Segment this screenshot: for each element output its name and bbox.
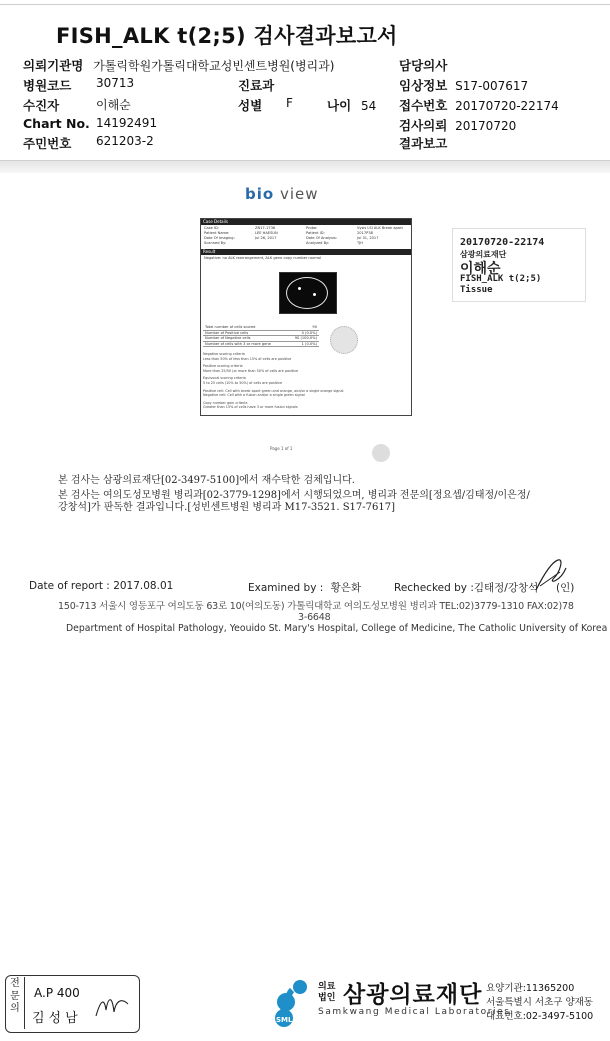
case-cell: Jul 31, 2017	[357, 236, 379, 240]
cell-outline	[286, 277, 328, 309]
doctor-label: 담당의사	[399, 58, 448, 73]
case-cell: ZN17-1736	[255, 226, 276, 230]
note-line: Greater than 15% of cells have 3 or more fusion signals	[203, 405, 298, 410]
case-cell: Patient Name:	[204, 231, 230, 235]
recipient-value: 이해순	[96, 98, 131, 112]
note-line: Negative scoring criteria	[203, 352, 245, 356]
count-row: Total number of cells scored 90	[205, 325, 317, 329]
label-test: FISH_ALK t(2;5)	[460, 274, 542, 284]
institution-value: 가톨릭학원가톨릭대학교성빈센트병원(병리과)	[93, 59, 335, 73]
note-line-1: 본 검사는 삼광의료재단[02-3497-5100]에서 재수탁한 검체입니다.	[58, 475, 355, 486]
result-label: 결과보고	[399, 136, 448, 151]
case-cell	[255, 241, 306, 246]
request-label: 검사의뢰	[399, 118, 448, 133]
request-value: 20170720	[455, 119, 517, 133]
note-line: Positive cell: Cell with break apart green and orange, and/or a single orange signal	[203, 388, 344, 393]
bioview-logo	[245, 185, 319, 203]
case-cell: 2017P38	[357, 231, 373, 235]
date-label: Date of report :	[29, 580, 110, 592]
section-separator	[0, 160, 610, 173]
logo-suffix: view	[279, 185, 319, 203]
result-header: Result	[201, 249, 411, 255]
stamp-circle	[330, 326, 358, 354]
chart-label: Chart No.	[23, 116, 90, 131]
note-line: More than 25/50 (or more than 50% of cells are positive	[203, 368, 299, 373]
case-cell: Scanned By:	[204, 241, 227, 245]
resident-value: 621203-2	[96, 134, 154, 148]
note-line: Copy number gain criteria	[203, 400, 248, 405]
case-details-grid	[201, 225, 411, 247]
footer-stamp	[372, 444, 390, 462]
examined-by	[248, 580, 361, 595]
note-line: Less than 50% of less than 15% of cells are positive	[203, 356, 292, 361]
case-details-header: Case Details	[201, 219, 411, 225]
case-cell: Analyzed By:	[306, 241, 330, 245]
note-line: Positive scoring criteria	[203, 364, 243, 369]
org-english: Samkwang Medical Laboratories	[318, 1007, 511, 1017]
case-cell: Patient ID:	[306, 231, 325, 235]
specialist-vertical-label: 전 문 의	[10, 978, 20, 1014]
label-specimen: Tissue	[460, 285, 493, 295]
pathologist-signature	[92, 990, 132, 1024]
examined-value: 황은화	[330, 582, 362, 594]
pathologist-name: 김성남	[32, 1011, 82, 1026]
age-label: 나이	[327, 98, 352, 113]
label-receipt: 20170720-22174	[460, 237, 545, 248]
org-address: 서울특별시 서초구 양재동	[486, 997, 593, 1008]
hospital-address	[58, 598, 574, 623]
clinical-label: 임상정보	[399, 78, 448, 93]
count-row: Number of cells with 3 or more gene 1 (0.0%)	[205, 341, 317, 346]
label-patient: 이해순	[460, 261, 501, 277]
signal-dot	[298, 287, 301, 290]
count-row: Number of Negative cells 90 (100.0%)	[205, 336, 317, 341]
hospital-code-value: 30713	[96, 76, 135, 90]
sml-logo-text: SML	[276, 1016, 293, 1024]
clinical-value: S17-007617	[455, 79, 529, 93]
top-border	[0, 0, 610, 5]
ap-number: A.P 400	[34, 986, 80, 1000]
case-cell: Probe:	[306, 226, 318, 230]
hospital-code-label: 병원코드	[23, 78, 72, 93]
signature-image	[530, 556, 570, 596]
rechecked-by	[394, 580, 538, 595]
label-org: 삼광의료재단	[460, 250, 507, 259]
department-line: Department of Hospital Pathology, Yeouido St. Mary's Hospital, College of Medicine, The Catholic University of Korea	[66, 623, 608, 634]
case-cell: Jul 26, 2017	[255, 236, 277, 240]
criteria-notes	[203, 352, 403, 410]
examined-label: Examined by :	[248, 582, 324, 594]
org-prefix: 의료 법인	[318, 982, 336, 1003]
note-line-2: 본 검사는 여의도성모병원 병리과[02-3779-1298]에서 시행되었으며, 병리과 전문의[정요셉/김태정/이은정/	[58, 490, 530, 501]
org-name: 삼광의료재단	[343, 982, 483, 1008]
note-line-3: 강창석]가 판독한 결과입니다.[성빈센트병원 병리과 M17-3521. S17-7617]	[58, 502, 396, 513]
count-row: Number of Positive cells 0 (0.0%)	[205, 330, 317, 335]
stamp-divider	[24, 977, 25, 1029]
address-line-1: 150-713 서울시 영등포구 여의도동 63로 10(여의도동) 가톨릭대학교 여의도성모병원 병리과 TEL:02)3779-1310 FAX:02)78	[58, 601, 574, 612]
sex-label: 성별	[238, 98, 263, 113]
report-date	[29, 580, 173, 592]
note-line: Equivocal scoring criteria	[203, 376, 246, 381]
department-label: 진료과	[238, 78, 275, 93]
rechecked-value: 김태정/강창석	[473, 582, 539, 594]
case-cell: Date Of Imaging:	[204, 236, 235, 240]
signal-dot	[313, 293, 316, 296]
case-cell: Case ID:	[204, 226, 219, 230]
scan-page-footer: Page 1 of 1	[270, 446, 293, 451]
resident-label: 주민번호	[23, 136, 72, 151]
chart-value: 14192491	[96, 116, 158, 130]
sex-value: F	[286, 96, 293, 110]
sml-logo-icon	[270, 978, 314, 1028]
care-code: 요양기관:11365200	[486, 983, 575, 994]
logo-prefix: bio	[245, 185, 275, 203]
cell-count-table	[203, 325, 319, 347]
result-text: Negative: no ALK rearrangement, ALK gene copy number normal	[204, 256, 321, 260]
age-value: 54	[360, 99, 377, 113]
case-cell: TJH	[357, 241, 363, 245]
report-title: FISH_ALK t(2;5) 검사결과보고서	[56, 24, 398, 48]
note-line: 5 to 25 cells (10% to 50%) of cells are positive	[203, 380, 283, 385]
date-value: 2017.08.01	[113, 580, 174, 592]
address-line-2: 3-6648	[298, 612, 331, 623]
case-cell: Vysis LSI ALK Break apart	[357, 226, 403, 230]
case-cell: LEE HAESUN	[255, 231, 278, 235]
seal-mark: (인)	[556, 582, 575, 594]
receipt-value: 20170720-22174	[455, 99, 559, 113]
note-line: Negative cell: Cell with a fusion and/or a single green signal	[203, 393, 305, 398]
case-cell: Date Of Analysis:	[306, 236, 337, 240]
recipient-label: 수진자	[23, 98, 60, 113]
org-phone: 대표번호:02-3497-5100	[486, 1011, 594, 1022]
rechecked-label: Rechecked by :	[394, 582, 474, 594]
institution-label: 의뢰기관명	[23, 58, 84, 73]
receipt-label: 접수번호	[399, 98, 448, 113]
